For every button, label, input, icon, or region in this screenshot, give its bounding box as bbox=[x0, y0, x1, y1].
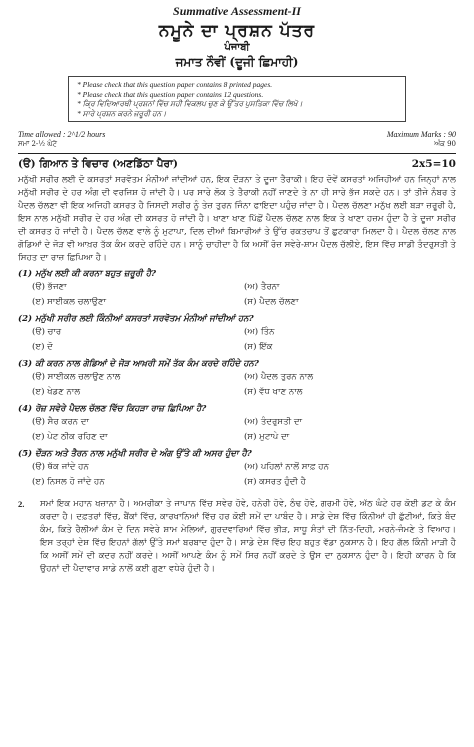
question-text: (1) ਮਨੁੱਖ ਲਈ ਕੀ ਕਰਨਾ ਬਹੁਤ ਜ਼ਰੂਰੀ ਹੈ? bbox=[18, 269, 157, 279]
option: (ੳ) ਚਾਰ bbox=[32, 327, 62, 337]
option: (ੳ) ਭੱਜਣਾ bbox=[32, 282, 67, 292]
section-heading: (ੳ) ਗਿਆਨ ਤੇ ਵਿਚਾਰ (ਅਣਡਿੱਠਾ ਪੈਰਾ) bbox=[18, 158, 178, 170]
paper-main-title: ਨਮੂਨੇ ਦਾ ਪ੍ਰਸ਼ਨ ਪੱਤਰ bbox=[158, 21, 316, 41]
question-block bbox=[18, 448, 456, 490]
class-label: ਜਮਾਤ ਨੌਵੀਂ (ਦੂਜੀ ਛਿਮਾਹੀ) bbox=[175, 55, 299, 69]
time-marks-row-punjabi bbox=[18, 140, 456, 149]
option: (ੲ) ਨਿਸਲ ਹੋ ਜਾਂਦੇ ਹਨ bbox=[32, 477, 105, 487]
question-block bbox=[18, 268, 456, 310]
options-grid bbox=[18, 460, 456, 490]
question-block bbox=[18, 313, 456, 355]
instruction-line: * ਕ੍ਰਿ ਵਿਦਿਆਰਥੀ ਪ੍ਰਸ਼ਨਾਂ ਵਿੱਚ ਸਹੀ ਵਿਕਲਪ ਚੁਣ ਕੇ ਉੱਤਰ ਪੁਸਤਿਕਾ ਵਿੱਚ ਲਿਖੋ। bbox=[77, 99, 303, 108]
question-2-passage: ਸਮਾਂ ਇਕ ਮਹਾਨ ਖਜ਼ਾਨਾ ਹੈ। ਅਮਰੀਕਾ ਤੇ ਜਾਪਾਨ ਵਿੱਚ ਸਵੇਰ ਹੋਵੇ, ਹਨੇਰੀ ਹੋਵੇ, ਠੰਢ ਹੋਵੇ, ਗਰਮੀ ਹੋਵੇ, ਅੱਠ ਘੰਟੇ ਹਰ ਕੋਈ ਡਟ ਕੇ ਕੰਮ ਕਰਦਾ ਹੈ। ਦਫ਼ਤਰਾਂ ਵਿੱਚ, ਬੈਂਕਾਂ ਵਿੱਚ, ਕਾਰਖਾਨਿਆਂ ਵਿੱਚ ਹਰ ਕੋਈ ਸਮੇਂ ਦਾ ਪਾਬੰਦ ਹੈ। ਸਾਡੇ ਦੇਸ਼ ਵਿੱਚ ਕਿੰਨੀਆਂ ਹੀ ਛੁੱਟੀਆਂ, ਕਿਤੇ ਬੰਦ ਕੰਮ, ਕਿਤੇ ਰੈਲੀਆਂ ਕੰਮ ਦੇ ਦਿਨ ਸਵੇਰੇ ਸ਼ਾਮ ਮੇਲਿਆਂ, ਗੁਰਦਵਾਰਿਆਂ ਵਿੱਚ ਭੀੜ, ਸਾਧੂ ਸੰਤਾਂ ਦੀ ਨਿੱਤ-ਦਿਹੀ, ਮਰਨੇ-ਜੰਮਣੇ ਤੇ ਵਿਆਹ। ਇਸ ਤਰ੍ਹਾਂ ਦੇਸ਼ ਵਿੱਚ ਇਹਨਾਂ ਗੱਲਾਂ ਉੱਤੇ ਸਮਾਂ ਬਰਬਾਦ ਹੁੰਦਾ ਹੈ। ਸਾਡੇ ਦੇਸ਼ ਵਿੱਚ ਇਹ ਬਹੁਤ ਵੱਡਾ ਨੁਕਸਾਨ ਹੈ। ਇਹ ਗੱਲ ਕਿੰਨੀ ਮਾੜੀ ਹੈ ਕਿ ਅਸੀਂ ਸਮੇਂ ਦੀ ਕਦਰ ਨਹੀਂ ਕਰਦੇ। ਅਸੀਂ ਆਪਣੇ ਕੰਮ ਨੂੰ ਸਮੇਂ ਸਿਰ ਨਹੀਂ ਕਰਦੇ ਤੇ ਉਸ ਦਾ ਨੁਕਸਾਨ ਹੁੰਦਾ ਹੈ। ਇਹੀ ਕਾਰਨ ਹੈ ਕਿ ਉਹਨਾਂ ਦੀ ਪੈਦਾਵਾਰ ਸਾਡੇ ਨਾਲੋਂ ਕਈ ਗੁਣਾ ਵਧੇਰੇ ਹੁੰਦੀ ਹੈ। bbox=[40, 499, 456, 574]
option: (ੳ) ਥੱਕ ਜਾਂਦੇ ਹਨ bbox=[32, 462, 89, 472]
instructions-box bbox=[68, 76, 406, 122]
assessment-title: Summative Assessment-II bbox=[173, 4, 301, 18]
option: (ਸ) ਇੱਕ bbox=[244, 342, 273, 352]
question-text: (4) ਰੋਜ਼ ਸਵੇਰੇ ਪੈਦਲ ਚੱਲਣ ਵਿੱਚ ਕਿਹੜਾ ਰਾਜ਼ ਛਿਪਿਆ ਹੈ? bbox=[18, 404, 207, 414]
subject-label: ਪੰਜਾਬੀ bbox=[224, 42, 250, 53]
option: (ਅ) ਤਿੰਨ bbox=[244, 327, 275, 337]
question-2 bbox=[18, 498, 456, 576]
option: (ਸ) ਮੁਟਾਪੇ ਦਾ bbox=[244, 432, 290, 442]
section-heading-row bbox=[18, 158, 456, 171]
options-grid bbox=[18, 325, 456, 355]
maximum-marks-punjabi: ਅੰਕ 90 bbox=[434, 140, 456, 148]
instruction-line: * Please check that this question paper contains 12 questions. bbox=[77, 89, 264, 99]
paper-header bbox=[18, 4, 456, 70]
option: (ਅ) ਪੈਦਲ ਤੁਰਨ ਨਾਲ bbox=[244, 372, 314, 382]
option: (ਅ) ਤੰਦਰੁਸਤੀ ਦਾ bbox=[244, 417, 303, 427]
time-allowed-punjabi: ਸਮਾਂ 2-½ ਘੰਟੇ bbox=[18, 140, 57, 148]
question-text: (5) ਦੌੜਨ ਅਤੇ ਤੈਰਨ ਨਾਲ ਮਨੁੱਖੀ ਸਰੀਰ ਦੇ ਅੰਗ ਉੱਤੇ ਕੀ ਅਸਰ ਹੁੰਦਾ ਹੈ? bbox=[18, 449, 252, 459]
option: (ੲ) ਦੋ bbox=[32, 342, 53, 352]
time-marks-row bbox=[18, 130, 456, 139]
instruction-line: * ਸਾਰੇ ਪ੍ਰਸ਼ਨ ਕਰਨੇ ਜ਼ਰੂਰੀ ਹਨ। bbox=[77, 108, 167, 118]
question-text: (3) ਕੀ ਕਰਨ ਨਾਲ ਗੋਡਿਆਂ ਦੇ ਜੋੜ ਆਖ਼ਰੀ ਸਮੇਂ ਤੱਕ ਕੰਮ ਕਰਦੇ ਰਹਿੰਦੇ ਹਨ? bbox=[18, 359, 259, 369]
option: (ਸ) ਵੱਧ ਖਾਣ ਨਾਲ bbox=[244, 387, 303, 397]
options-grid bbox=[18, 280, 456, 310]
time-allowed: Time allowed : 2^1/2 hours bbox=[18, 130, 106, 139]
option: (ਸ) ਕਸਰਤ ਹੁੰਦੀ ਹੈ bbox=[244, 477, 306, 487]
option: (ਸ) ਪੈਦਲ ਚੱਲਣਾ bbox=[244, 297, 299, 307]
section-marks: 2x5=10 bbox=[411, 158, 456, 170]
option: (ੳ) ਸੈਰ ਕਰਨ ਦਾ bbox=[32, 417, 89, 427]
question-block bbox=[18, 403, 456, 445]
question-block bbox=[18, 358, 456, 400]
maximum-marks: Maximum Marks : 90 bbox=[386, 130, 456, 139]
question-paper-page bbox=[0, 4, 474, 747]
option: (ੲ) ਪੇਟ ਠੀਕ ਰਹਿਣ ਦਾ bbox=[32, 432, 108, 442]
question-number: 2. bbox=[18, 499, 25, 509]
unseen-passage: ਮਨੁੱਖੀ ਸਰੀਰ ਲਈ ਦੋ ਕਸਰਤਾਂ ਸਰਵੋਤਮ ਮੰਨੀਆਂ ਜਾਂਦੀਆਂ ਹਨ, ਇਕ ਦੌੜਨਾ ਤੇ ਦੂਜਾ ਤੈਰਾਕੀ। ਇਹ ਦੋਵੇਂ ਕਸਰਤਾਂ ਅਜਿਹੀਆਂ ਹਨ ਜਿਨ੍ਹਾਂ ਨਾਲ ਮਨੁੱਖੀ ਸਰੀਰ ਦੇ ਹਰ ਅੰਗ ਦੀ ਵਰਜਿਸ਼ ਹੋ ਜਾਂਦੀ ਹੈ। ਪਰ ਸਾਰੇ ਲੋਕ ਤੇ ਤੈਰਾਕੀ ਨਹੀਂ ਜਾਣਦੇ ਤੇ ਨਾ ਹੀ ਸਾਰੇ ਭੱਜ ਸਕਦੇ ਹਨ। ਤਾਂ ਤੀਜੇ ਨੰਬਰ ਤੇ ਪੈਦਲ ਚੱਲਣਾ ਵੀ ਇਕ ਅਜਿਹੀ ਕਸਰਤ ਹੈ ਜਿਸਦੀ ਸਰੀਰ ਨੂੰ ਤੇਜ਼ ਤੁਰਨ ਜਿੰਨਾ ਫਾਇਦਾ ਪਹੁੰਚ ਜਾਂਦਾ ਹੈ। ਪੈਦਲ ਚੱਲਣਾ ਮਨੁੱਖ ਲਈ ਬੜਾ ਜ਼ਰੂਰੀ ਹੈ, ਇਸ ਨਾਲ ਮਨੁੱਖੀ ਸਰੀਰ ਦੇ ਹਰ ਅੰਗ ਦੀ ਕਸਰਤ ਹੋ ਜਾਂਦੀ ਹੈ। ਖਾਣਾ ਖਾਣ ਪਿੱਛੋਂ ਪੈਦਲ ਚੱਲਣ ਨਾਲ ਇਕ ਤੇ ਖਾਣਾ ਹਜ਼ਮ ਹੁੰਦਾ ਹੈ ਤੇ ਦੂਜਾ ਸਰੀਰ ਦੀ ਕਸਰਤ ਹੋ ਜਾਂਦੀ ਹੈ। ਪੈਦਲ ਚੱਲਣ ਵਾਲੇ ਨੂੰ ਮੁਟਾਪਾ, ਦਿਲ ਦੀਆਂ ਬਿਮਾਰੀਆਂ ਤੇ ਉੱਚ ਰਕਤਚਾਪ ਤੋਂ ਛੁਟਕਾਰਾ ਮਿਲਦਾ ਹੈ। ਪੈਦਲ ਚੱਲਣ ਨਾਲ ਗੋਡਿਆਂ ਦੇ ਜੋੜ ਵੀ ਆਖ਼ਰ ਤੱਕ ਕੰਮ ਕਰਦੇ ਰਹਿੰਦੇ ਹਨ। ਸਾਨੂੰ ਚਾਹੀਦਾ ਹੈ ਕਿ ਅਸੀਂ ਰੋਜ਼ ਸਵੇਰੇ-ਸ਼ਾਮ ਪੈਦਲ ਚੱਲੀਏ, ਇਸ ਵਿੱਚ ਸਾਡੀ ਤੰਦਰੁਸਤੀ ਤੇ ਸਿਹਤ ਦਾ ਰਾਜ਼ ਛਿਪਿਆ ਹੈ। bbox=[18, 175, 456, 263]
option: (ੳ) ਸਾਈਕਲ ਚਲਾਉਣ ਨਾਲ bbox=[32, 372, 121, 382]
option: (ਅ) ਤੈਰਨਾ bbox=[244, 282, 280, 292]
question-text: (2) ਮਨੁੱਖੀ ਸਰੀਰ ਲਈ ਕਿੰਨੀਆਂ ਕਸਰਤਾਂ ਸਰਵੋਤਮ ਮੰਨੀਆਂ ਜਾਂਦੀਆਂ ਹਨ? bbox=[18, 314, 254, 324]
divider bbox=[18, 153, 456, 154]
options-grid bbox=[18, 415, 456, 445]
options-grid bbox=[18, 370, 456, 400]
instruction-line: * Please check that this question paper contains 8 printed pages. bbox=[77, 80, 273, 89]
option: (ਅ) ਪਹਿਲਾਂ ਨਾਲੋਂ ਸਾਫ਼ ਹਨ bbox=[244, 462, 329, 472]
option: (ੲ) ਖੇਡਣ ਨਾਲ bbox=[32, 387, 81, 397]
option: (ੲ) ਸਾਈਕਲ ਚਲਾਉਣਾ bbox=[32, 297, 107, 307]
